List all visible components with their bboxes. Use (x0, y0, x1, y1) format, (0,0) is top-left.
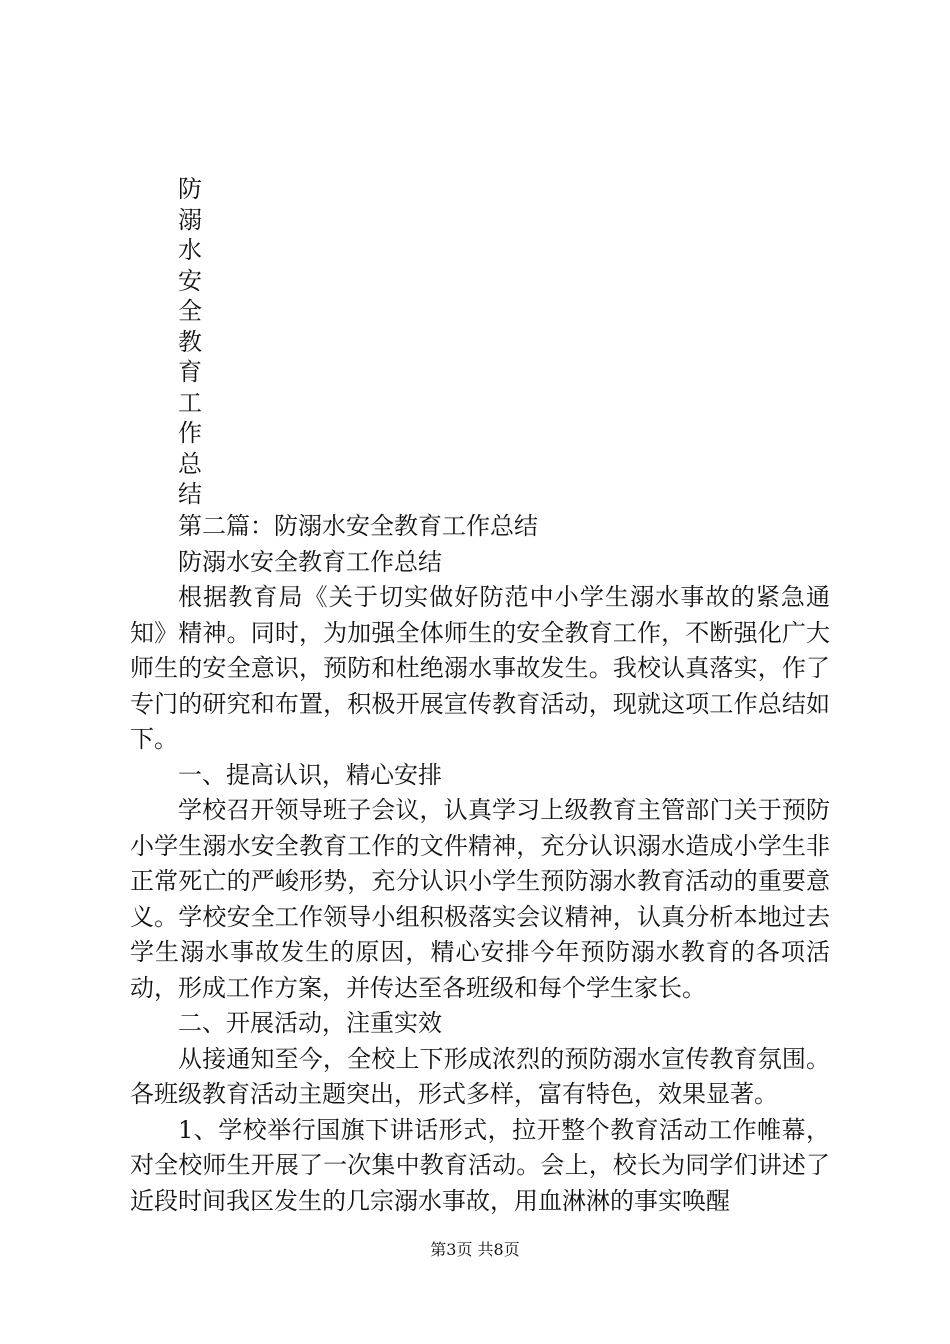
page-indicator: 第3页 共8页 (430, 1240, 520, 1259)
body-paragraph: 根据教育局《关于切实做好防范中小学生溺水事故的紧急通知》精神。同时，为加强全体师生的安全教育工作，不断强化广大师生的安全意识，预防和杜绝溺水事故发生。我校认真落实，作了专门的研究和布置，积极开展宣传教育活动，现就这项工作总结如下。 (130, 583, 830, 753)
vertical-title-char: 作 (178, 419, 202, 447)
body-paragraph: 1、学校举行国旗下讲话形式，拉开整个教育活动工作帷幕，对全校师生开展了一次集中教育活动。会上，校长为同学们讲述了近段时间我区发生的几宗溺水事故，用血淋淋的事实唤醒 (130, 1115, 830, 1215)
body-paragraph: 从接通知至今，全校上下形成浓烈的预防溺水宣传教育氛围。各班级教育活动主题突出，形式多样，富有特色，效果显著。 (130, 1044, 830, 1108)
section-heading: 一、提高认识，精心安排 (178, 760, 442, 789)
page-footer (0, 1240, 950, 1260)
section-heading: 二、开展活动，注重实效 (178, 1009, 442, 1037)
article-title: 防溺水安全教育工作总结 (178, 547, 442, 576)
document-body (130, 509, 830, 1219)
vertical-title-char: 结 (178, 480, 202, 508)
body-paragraph: 学校召开领导班子会议，认真学习上级教育主管部门关于预防小学生溺水安全教育工作的文件精神，充分认识溺水造成小学生非正常死亡的严峻形势，充分认识小学生预防溺水教育活动的重要意义。学校安全工作领导小组积极落实会议精神，认真分析本地过去学生溺水事故发生的原因，精心安排今年预防溺水教育的各项活动，形成工作方案，并传达至各班级和每个学生家长。 (130, 796, 830, 1002)
vertical-title-char: 总 (178, 449, 202, 478)
vertical-title-char: 全 (178, 297, 202, 325)
vertical-title (178, 174, 208, 510)
vertical-title-char: 工 (178, 388, 202, 417)
vertical-title-char: 育 (178, 358, 202, 386)
chapter-heading: 第二篇：防溺水安全教育工作总结 (178, 512, 538, 540)
vertical-title-char: 溺 (178, 205, 202, 234)
vertical-title-char: 安 (178, 266, 202, 295)
vertical-title-char: 防 (178, 175, 202, 203)
vertical-title-char: 水 (178, 236, 202, 264)
vertical-title-char: 教 (178, 327, 202, 356)
